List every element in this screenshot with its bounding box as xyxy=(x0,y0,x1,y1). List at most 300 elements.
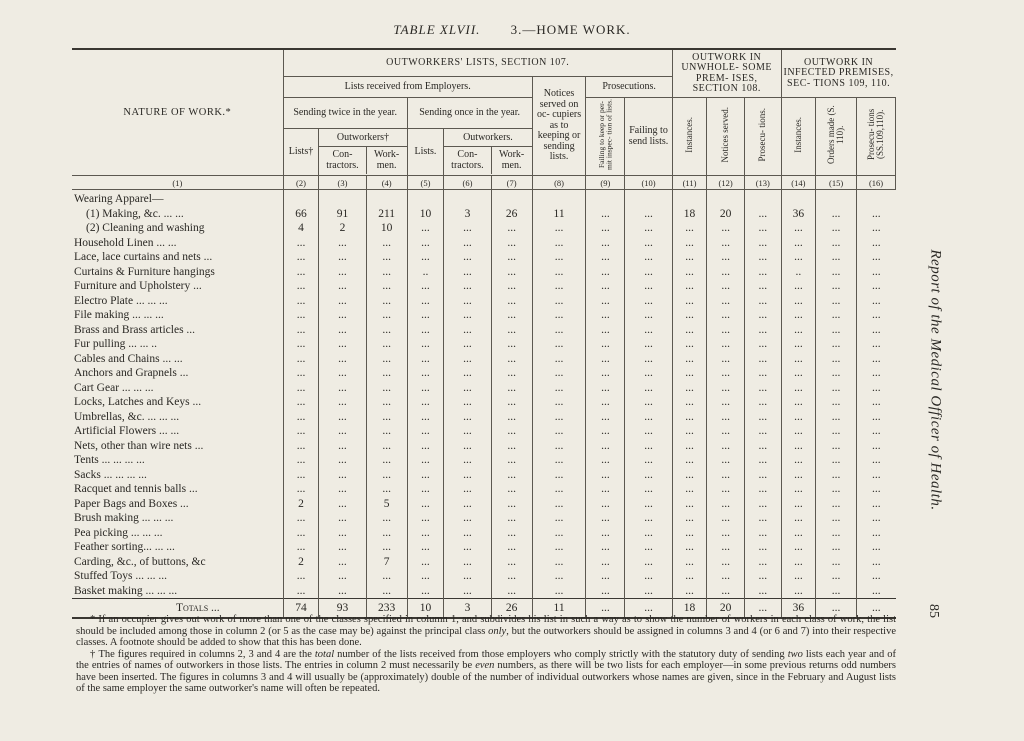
table-row xyxy=(72,584,896,599)
table-cell: ... xyxy=(586,540,625,555)
table-cell: ... xyxy=(366,279,407,294)
table-cell: ... xyxy=(625,221,673,236)
nature-of-work: Basket making ... ... ... xyxy=(72,584,283,599)
table-cell: ... xyxy=(781,482,815,497)
column-number: (14) xyxy=(781,176,815,190)
table-cell: ... xyxy=(407,236,444,251)
table-cell: ... xyxy=(366,511,407,526)
table-cell: ... xyxy=(444,511,491,526)
table-cell: ... xyxy=(366,410,407,425)
table-cell: ... xyxy=(781,569,815,584)
table-cell: ... xyxy=(744,352,781,367)
totals-cell: 11 xyxy=(532,599,586,619)
column-number: (12) xyxy=(707,176,745,190)
table-body xyxy=(72,190,896,619)
column-number: (13) xyxy=(744,176,781,190)
table-cell: ... xyxy=(366,395,407,410)
table-cell: ... xyxy=(816,482,857,497)
table-cell: ... xyxy=(781,395,815,410)
table-cell: ... xyxy=(586,366,625,381)
table-cell: ... xyxy=(407,569,444,584)
table-cell: ... xyxy=(672,265,706,280)
table-cell: ... xyxy=(625,468,673,483)
table-cell: ... xyxy=(491,265,532,280)
table-cell: ... xyxy=(781,308,815,323)
table-cell: ... xyxy=(672,439,706,454)
table-cell: ... xyxy=(816,395,857,410)
table-cell: ... xyxy=(407,337,444,352)
table-cell: ... xyxy=(283,250,319,265)
column-number: (8) xyxy=(532,176,586,190)
table-cell: ... xyxy=(444,323,491,338)
table-cell: ... xyxy=(781,366,815,381)
table-cell: ... xyxy=(781,323,815,338)
table-cell: ... xyxy=(781,497,815,512)
table-cell: ... xyxy=(532,424,586,439)
table-cell: ... xyxy=(707,352,745,367)
table-cell: ... xyxy=(625,453,673,468)
table-cell: ... xyxy=(532,439,586,454)
table-cell xyxy=(672,190,706,207)
table-cell: ... xyxy=(857,424,896,439)
header-nature: NATURE OF WORK.* xyxy=(72,49,283,176)
table-cell: ... xyxy=(532,453,586,468)
table-cell: ... xyxy=(707,497,745,512)
table-cell: ... xyxy=(319,294,366,309)
table-cell: ... xyxy=(816,569,857,584)
table-cell: ... xyxy=(319,482,366,497)
table-cell: ... xyxy=(366,453,407,468)
footnote-asterisk: * If an occupier gives out work of more than one of the classes specified in column 1, and subdivides his list in such a way as to show the number of workers in each class of work, the list should be included among those in column 2 (or 5 as the case may be) against the principal class only, but the outworkers should be assigned in columns 3 and 4 (or 6 and 7) into their respective classes. A footnote should be added to show that this has been done. xyxy=(76,614,896,648)
table-cell: ... xyxy=(319,308,366,323)
table-row xyxy=(72,482,896,497)
header-sending-once: Sending once in the year. xyxy=(407,98,532,129)
page-number: 85 xyxy=(926,604,941,618)
table-cell: ... xyxy=(707,468,745,483)
table-cell: ... xyxy=(744,439,781,454)
table-cell: ... xyxy=(491,250,532,265)
table-cell: ... xyxy=(707,424,745,439)
table-cell: ... xyxy=(672,221,706,236)
table-cell: ... xyxy=(816,294,857,309)
table-cell: ... xyxy=(816,468,857,483)
table-cell: .. xyxy=(781,265,815,280)
header-prosecutions: Prosecutions. xyxy=(586,77,672,98)
table-cell: ... xyxy=(744,526,781,541)
table-cell: ... xyxy=(491,439,532,454)
table-cell: ... xyxy=(407,482,444,497)
table-cell: 5 xyxy=(366,497,407,512)
table-cell xyxy=(319,190,366,207)
table-cell: ... xyxy=(707,250,745,265)
table-cell: ... xyxy=(625,308,673,323)
table-cell: ... xyxy=(407,279,444,294)
nature-of-work: Pea picking ... ... ... xyxy=(72,526,283,541)
header-outworkers-once: Outworkers. Con- tractors. Work- men. xyxy=(444,129,532,176)
table-cell: ... xyxy=(444,395,491,410)
table-cell: ... xyxy=(672,453,706,468)
table-cell: ... xyxy=(672,395,706,410)
table-cell: ... xyxy=(491,468,532,483)
table-cell: ... xyxy=(366,323,407,338)
nature-of-work: Electro Plate ... ... ... xyxy=(72,294,283,309)
table-row xyxy=(72,250,896,265)
table-cell: ... xyxy=(707,482,745,497)
table-row xyxy=(72,207,896,222)
table-cell: ... xyxy=(707,395,745,410)
table-cell: ... xyxy=(625,366,673,381)
table-cell: ... xyxy=(586,584,625,599)
table-cell: ... xyxy=(319,381,366,396)
table-cell: ... xyxy=(857,236,896,251)
table-cell: ... xyxy=(857,308,896,323)
table-cell: ... xyxy=(444,468,491,483)
totals-cell: 3 xyxy=(444,599,491,619)
table-cell: ... xyxy=(532,584,586,599)
table-row xyxy=(72,381,896,396)
table-row xyxy=(72,424,896,439)
table-cell: ... xyxy=(586,453,625,468)
table-cell: ... xyxy=(816,555,857,570)
table-cell: ... xyxy=(816,381,857,396)
header-instances-infected: Instances. xyxy=(781,98,815,176)
table-cell: ... xyxy=(707,308,745,323)
nature-of-work: Nets, other than wire nets ... xyxy=(72,439,283,454)
table-cell: ... xyxy=(283,424,319,439)
nature-of-work: Brush making ... ... ... xyxy=(72,511,283,526)
table-cell: ... xyxy=(857,482,896,497)
table-cell: ... xyxy=(672,352,706,367)
table-cell: ... xyxy=(491,540,532,555)
table-cell: ... xyxy=(491,337,532,352)
table-cell: ... xyxy=(444,308,491,323)
table-cell: ... xyxy=(816,424,857,439)
column-number: (4) xyxy=(366,176,407,190)
nature-of-work: Anchors and Grapnels ... xyxy=(72,366,283,381)
table-cell: ... xyxy=(532,468,586,483)
table-cell: ... xyxy=(444,584,491,599)
table-cell: ... xyxy=(744,337,781,352)
table-cell: ... xyxy=(707,323,745,338)
table-cell: ... xyxy=(366,584,407,599)
table-cell: 3 xyxy=(444,207,491,222)
header-notices-unwholesome: Notices served. xyxy=(707,98,745,176)
table-cell: ... xyxy=(491,308,532,323)
nature-of-work: Cart Gear ... ... ... xyxy=(72,381,283,396)
table-cell: ... xyxy=(781,221,815,236)
home-work-table xyxy=(72,48,896,619)
table-cell: ... xyxy=(407,366,444,381)
table-cell: ... xyxy=(625,584,673,599)
table-cell: ... xyxy=(532,323,586,338)
header-orders-infected: Orders made (S. 110). xyxy=(816,98,857,176)
table-cell: ... xyxy=(319,540,366,555)
table-cell: ... xyxy=(407,381,444,396)
table-cell: ... xyxy=(707,279,745,294)
table-cell: ... xyxy=(625,236,673,251)
table-cell: ... xyxy=(586,482,625,497)
table-cell: ... xyxy=(283,294,319,309)
table-cell: ... xyxy=(744,482,781,497)
table-cell: ... xyxy=(444,294,491,309)
table-cell: ... xyxy=(625,207,673,222)
header-lists-received: Lists received from Employers. xyxy=(283,77,532,98)
table-cell: ... xyxy=(491,279,532,294)
table-cell: ... xyxy=(366,482,407,497)
table-cell: ... xyxy=(532,410,586,425)
table-cell: ... xyxy=(532,294,586,309)
table-cell: ... xyxy=(366,294,407,309)
table-cell: ... xyxy=(857,352,896,367)
table-cell: ... xyxy=(283,395,319,410)
nature-of-work: Locks, Latches and Keys ... xyxy=(72,395,283,410)
table-cell: ... xyxy=(283,584,319,599)
table-cell: ... xyxy=(744,207,781,222)
table-cell: ... xyxy=(707,294,745,309)
table-cell: ... xyxy=(625,511,673,526)
column-number: (2) xyxy=(283,176,319,190)
table-cell: ... xyxy=(625,395,673,410)
table-cell: ... xyxy=(625,526,673,541)
table-cell: ... xyxy=(672,511,706,526)
table-cell: ... xyxy=(586,337,625,352)
table-cell xyxy=(532,190,586,207)
table-cell: ... xyxy=(491,482,532,497)
table-cell: ... xyxy=(816,453,857,468)
table-row xyxy=(72,468,896,483)
table-cell: ... xyxy=(857,221,896,236)
table-row xyxy=(72,540,896,555)
table-cell: ... xyxy=(816,352,857,367)
table-cell: ... xyxy=(532,482,586,497)
table-header xyxy=(72,49,896,190)
table-cell: ... xyxy=(407,453,444,468)
table-cell xyxy=(744,190,781,207)
table-cell: ... xyxy=(744,540,781,555)
table-cell: ... xyxy=(625,250,673,265)
table-cell: ... xyxy=(744,265,781,280)
table-cell: .. xyxy=(407,265,444,280)
table-cell: ... xyxy=(319,279,366,294)
table-cell: ... xyxy=(586,468,625,483)
table-cell: ... xyxy=(625,265,673,280)
table-cell: ... xyxy=(744,250,781,265)
table-cell: ... xyxy=(744,497,781,512)
table-row xyxy=(72,395,896,410)
table-cell: ... xyxy=(744,381,781,396)
table-cell: ... xyxy=(744,468,781,483)
table-cell: ... xyxy=(407,395,444,410)
table-cell: ... xyxy=(407,555,444,570)
table-cell: 211 xyxy=(366,207,407,222)
table-cell: ... xyxy=(672,410,706,425)
table-cell: ... xyxy=(366,236,407,251)
table-cell xyxy=(444,190,491,207)
table-cell: ... xyxy=(532,526,586,541)
table-cell: ... xyxy=(857,381,896,396)
table-cell: ... xyxy=(744,584,781,599)
table-cell: ... xyxy=(532,279,586,294)
table-cell: 20 xyxy=(707,207,745,222)
table-cell: ... xyxy=(444,265,491,280)
table-cell: ... xyxy=(444,221,491,236)
table-cell: ... xyxy=(491,584,532,599)
table-cell: ... xyxy=(781,250,815,265)
table-cell: ... xyxy=(857,207,896,222)
header-unwholesome: OUTWORK IN UNWHOLE- SOME PREM- ISES, SECTION 108. xyxy=(672,49,781,98)
table-cell: ... xyxy=(532,555,586,570)
totals-cell: 74 xyxy=(283,599,319,619)
column-number: (1) xyxy=(72,176,283,190)
table-cell: ... xyxy=(816,410,857,425)
table-cell: ... xyxy=(319,497,366,512)
table-cell: 26 xyxy=(491,207,532,222)
table-cell: ... xyxy=(532,569,586,584)
table-cell: ... xyxy=(672,294,706,309)
table-cell: ... xyxy=(781,410,815,425)
table-row xyxy=(72,497,896,512)
header-infected: OUTWORK IN INFECTED PREMISES, SEC- TIONS 109, 110. xyxy=(781,49,895,98)
table-cell: ... xyxy=(586,424,625,439)
table-cell: ... xyxy=(816,221,857,236)
footnote-dagger: † The figures required in columns 2, 3 and 4 are the total number of the lists received from those employers who comply strictly with the statutory duty of sending two lists each year and of the entries of names of outworkers in those lists. The entries in column 2 must necessarily be even numbers, as there will be two lists for each employer—in some previous returns odd numbers have been inserted. The figures in columns 3 and 4 will usually be (approximately) double of the number of individual outworkers whose names are given, since in the February and August lists of the same employer the same outworker's name will often be repeated. xyxy=(76,648,897,694)
table-cell: ... xyxy=(532,236,586,251)
table-cell: ... xyxy=(586,308,625,323)
table-cell: ... xyxy=(366,526,407,541)
table-cell: 91 xyxy=(319,207,366,222)
table-cell: ... xyxy=(672,236,706,251)
table-cell: ... xyxy=(366,468,407,483)
nature-of-work: Lace, lace curtains and nets ... xyxy=(72,250,283,265)
table-cell: ... xyxy=(857,250,896,265)
column-numbers-row xyxy=(72,176,896,190)
table-cell: ... xyxy=(319,323,366,338)
column-number: (10) xyxy=(625,176,673,190)
table-cell: ... xyxy=(707,236,745,251)
table-cell: ... xyxy=(444,569,491,584)
table-cell: ... xyxy=(707,555,745,570)
table-cell: ... xyxy=(672,337,706,352)
table-cell: ... xyxy=(586,323,625,338)
table-cell: ... xyxy=(319,250,366,265)
table-cell: ... xyxy=(586,497,625,512)
table-cell: ... xyxy=(407,439,444,454)
table-cell: ... xyxy=(407,352,444,367)
table-row xyxy=(72,511,896,526)
table-cell: ... xyxy=(625,352,673,367)
table-cell: ... xyxy=(857,468,896,483)
column-number: (3) xyxy=(319,176,366,190)
header-lists-twice: Lists† xyxy=(283,129,319,176)
table-cell: ... xyxy=(586,439,625,454)
table-cell: ... xyxy=(816,279,857,294)
table-cell: ... xyxy=(586,555,625,570)
table-cell: 10 xyxy=(407,207,444,222)
table-cell: ... xyxy=(319,236,366,251)
section-title: 3.—HOME WORK. xyxy=(510,22,631,37)
table-cell: ... xyxy=(816,511,857,526)
nature-of-work: File making ... ... ... xyxy=(72,308,283,323)
table-cell: ... xyxy=(672,540,706,555)
table-cell: ... xyxy=(672,279,706,294)
header-instances-unwholesome: Instances. xyxy=(672,98,706,176)
table-cell: ... xyxy=(319,424,366,439)
table-cell: ... xyxy=(491,352,532,367)
table-cell: ... xyxy=(625,482,673,497)
table-cell: ... xyxy=(707,584,745,599)
table-cell: ... xyxy=(857,279,896,294)
column-number: (16) xyxy=(857,176,896,190)
table-cell: ... xyxy=(857,265,896,280)
nature-of-work: (2) Cleaning and washing xyxy=(72,221,283,236)
table-cell: ... xyxy=(444,337,491,352)
table-cell: ... xyxy=(857,294,896,309)
nature-of-work: Fur pulling ... ... .. xyxy=(72,337,283,352)
table-cell: ... xyxy=(407,540,444,555)
table-cell: ... xyxy=(744,236,781,251)
table-cell: ... xyxy=(444,366,491,381)
totals-cell: 18 xyxy=(672,599,706,619)
table-cell: ... xyxy=(744,366,781,381)
table-cell: ... xyxy=(491,555,532,570)
table-cell: ... xyxy=(586,236,625,251)
table-cell: ... xyxy=(491,526,532,541)
table-cell: ... xyxy=(444,555,491,570)
table-cell: ... xyxy=(319,410,366,425)
table-cell: ... xyxy=(707,366,745,381)
table-cell: ... xyxy=(366,540,407,555)
nature-of-work: Umbrellas, &c. ... ... ... xyxy=(72,410,283,425)
table-cell: ... xyxy=(781,236,815,251)
table-cell xyxy=(491,190,532,207)
table-cell: ... xyxy=(444,453,491,468)
table-cell: ... xyxy=(283,526,319,541)
table-cell: ... xyxy=(672,308,706,323)
table-cell: ... xyxy=(816,207,857,222)
table-cell: ... xyxy=(586,569,625,584)
totals-cell: 93 xyxy=(319,599,366,619)
table-cell: ... xyxy=(586,250,625,265)
table-cell: ... xyxy=(816,366,857,381)
table-cell: ... xyxy=(707,540,745,555)
table-row xyxy=(72,352,896,367)
table-cell: ... xyxy=(319,555,366,570)
table-cell: ... xyxy=(532,395,586,410)
table-cell: 11 xyxy=(532,207,586,222)
table-cell xyxy=(625,190,673,207)
table-cell: ... xyxy=(444,381,491,396)
table-cell: ... xyxy=(857,569,896,584)
running-head-text: Report of the Medical Officer of Health. xyxy=(927,249,944,511)
table-cell: ... xyxy=(707,526,745,541)
table-cell: ... xyxy=(444,410,491,425)
table-cell: ... xyxy=(283,540,319,555)
table-cell: ... xyxy=(707,453,745,468)
table-cell: ... xyxy=(586,207,625,222)
table-cell: ... xyxy=(781,424,815,439)
table-cell: ... xyxy=(781,279,815,294)
table-cell: ... xyxy=(625,439,673,454)
table-cell: ... xyxy=(444,439,491,454)
nature-of-work: Feather sorting... ... ... xyxy=(72,540,283,555)
table-cell: ... xyxy=(407,410,444,425)
table-cell xyxy=(816,190,857,207)
table-cell: ... xyxy=(283,410,319,425)
table-cell: ... xyxy=(491,410,532,425)
table-row xyxy=(72,221,896,236)
table-cell: ... xyxy=(283,308,319,323)
table-cell: ... xyxy=(319,453,366,468)
